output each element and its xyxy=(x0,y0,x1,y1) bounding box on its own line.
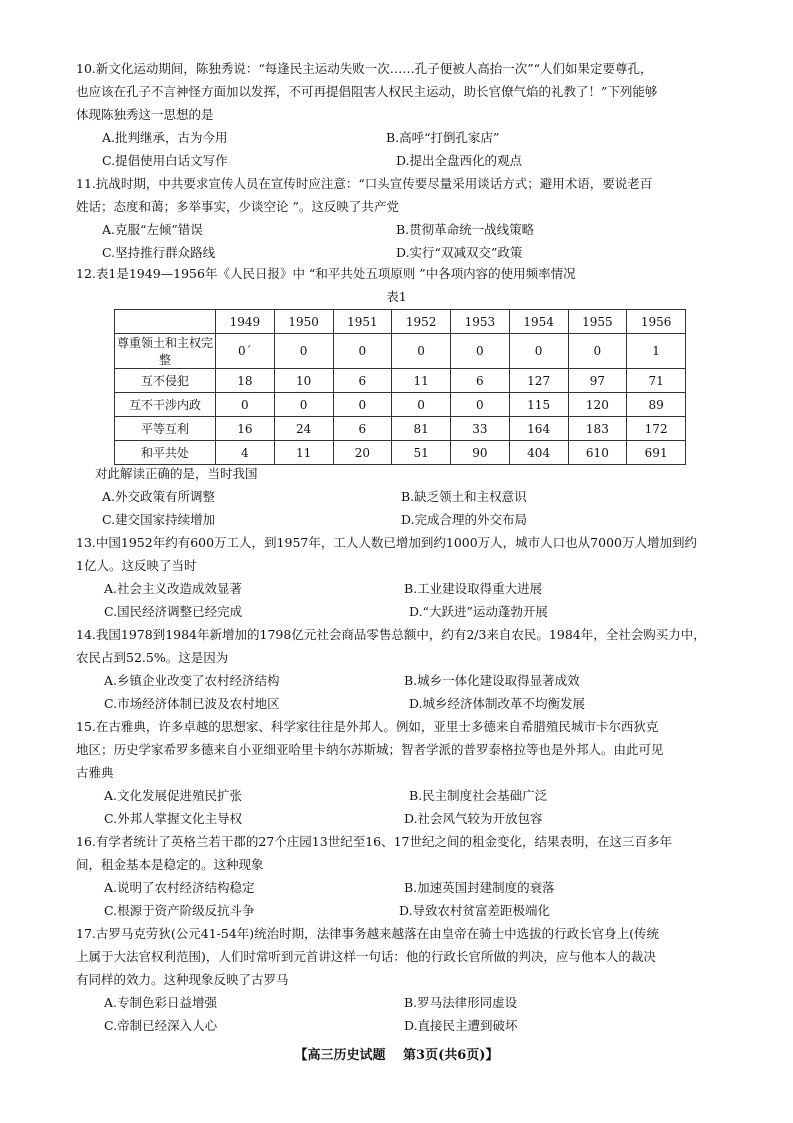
table-year-cell: 1950 xyxy=(274,310,333,334)
q15-line-3: 古雅典 xyxy=(76,765,114,780)
table-cell: 33 xyxy=(451,417,510,441)
table-cell: 0 xyxy=(333,393,392,417)
page-footer: 【高三历史试题 第3页(共6页)】 xyxy=(294,1048,499,1063)
q15-option-b[interactable]: B.民主制度社会基础广泛 xyxy=(409,788,548,803)
table-year-cell: 1954 xyxy=(509,310,568,334)
frequency-table xyxy=(114,309,686,465)
q13-line-2: 1亿人。这反映了当时 xyxy=(76,558,197,573)
table-cell: 97 xyxy=(568,369,627,393)
q12-option-a[interactable]: A.外交政策有所调整 xyxy=(102,489,216,504)
q10-option-b[interactable]: B.高呼“打倒孔家店” xyxy=(386,130,500,145)
q16-option-a[interactable]: A.说明了农村经济结构稳定 xyxy=(104,880,255,895)
q11-line-1: 11.抗战时期，中共要求宣传人员在宣传时应注意：“口头宣传要尽量采用谈话方式；避用术语，要说老百 xyxy=(76,176,653,191)
table-cell: 183 xyxy=(568,417,627,441)
table-cell: 20 xyxy=(333,441,392,465)
table-row-label: 尊重领土和主权完整 xyxy=(115,334,216,369)
q12-option-d[interactable]: D.完成合理的外交布局 xyxy=(401,512,528,527)
table-cell: 164 xyxy=(509,417,568,441)
q13-line-1: 13.中国1952年约有600万工人，到1957年，工人人数已增加到约1000万人，城市人口也从7000万人增加到约 xyxy=(76,535,697,550)
table-row-label: 互不干涉内政 xyxy=(115,393,216,417)
q16-option-c[interactable]: C.根源于资产阶级反抗斗争 xyxy=(104,903,255,918)
table-row-label: 平等互利 xyxy=(115,417,216,441)
table-row xyxy=(115,369,686,393)
table-cell: 18 xyxy=(216,369,275,393)
q11-option-a[interactable]: A.克服“左倾”错误 xyxy=(102,222,203,237)
q17-option-b[interactable]: B.罗马法律形同虚设 xyxy=(404,995,518,1010)
q16-option-d[interactable]: D.导致农村贫富差距极端化 xyxy=(399,903,551,918)
table-cell: 6 xyxy=(333,369,392,393)
table-cell: 4 xyxy=(216,441,275,465)
table-cell: 51 xyxy=(392,441,451,465)
q11-option-d[interactable]: D.实行“双减双交”政策 xyxy=(396,245,523,260)
table-cell: 71 xyxy=(627,369,686,393)
table-cell: 24 xyxy=(274,417,333,441)
q17-option-c[interactable]: C.帝制已经深入人心 xyxy=(104,1018,218,1033)
q16-line-2: 间，租金基本是稳定的。这种现象 xyxy=(76,857,264,872)
table-cell: 0 xyxy=(216,393,275,417)
q14-option-a[interactable]: A.乡镇企业改变了农村经济结构 xyxy=(104,673,280,688)
table-cell: 0 xyxy=(274,334,333,369)
q15-option-d[interactable]: D.社会风气较为开放包容 xyxy=(404,811,543,826)
q10-line-2: 也应该在孔子不言神怪方面加以发挥，不可再提倡阻害人权民主运动，助长官僚气焰的礼教了！”下列能够 xyxy=(76,84,658,99)
table-cell: 11 xyxy=(274,441,333,465)
table-cell: 1 xyxy=(627,334,686,369)
q17-line-3: 有同样的效力。这种现象反映了古罗马 xyxy=(76,972,289,987)
q15-option-a[interactable]: A.文化发展促进殖民扩张 xyxy=(104,788,243,803)
table-row xyxy=(115,417,686,441)
q17-option-d[interactable]: D.直接民主遭到破坏 xyxy=(404,1018,518,1033)
q14-option-b[interactable]: B.城乡一体化建设取得显著成效 xyxy=(404,673,580,688)
table-cell: 89 xyxy=(627,393,686,417)
table-cell: 6 xyxy=(333,417,392,441)
table-cell: 610 xyxy=(568,441,627,465)
q13-option-a[interactable]: A.社会主义改造成效显著 xyxy=(104,581,243,596)
q10-option-c[interactable]: C.提倡使用白话文写作 xyxy=(102,153,228,168)
table-cell: 0´ xyxy=(216,334,275,369)
table-cell: 127 xyxy=(509,369,568,393)
table-corner-cell xyxy=(115,310,216,334)
q12-option-b[interactable]: B.缺乏领土和主权意识 xyxy=(401,489,527,504)
table-cell: 0 xyxy=(509,334,568,369)
q10-line-3: 体现陈独秀这一思想的是 xyxy=(76,107,214,122)
table-cell: 691 xyxy=(627,441,686,465)
table-cell: 81 xyxy=(392,417,451,441)
table-year-cell: 1952 xyxy=(392,310,451,334)
q14-option-d[interactable]: D.城乡经济体制改革不均衡发展 xyxy=(409,696,586,711)
table-cell: 172 xyxy=(627,417,686,441)
q17-line-1: 17.古罗马克劳狄(公元41-54年)统治时期，法律事务越来越落在由皇帝在骑士中选拔的行政长官身上(传统 xyxy=(76,926,660,941)
table-cell: 11 xyxy=(392,369,451,393)
table-row xyxy=(115,334,686,369)
q15-line-2: 地区；历史学家希罗多德来自小亚细亚哈里卡纳尔苏斯城；智者学派的普罗泰格拉等也是外邦人。由此可见 xyxy=(76,742,664,757)
q16-line-1: 16.有学者统计了英格兰若干郡的27个庄园13世纪至16、17世纪之间的租金变化，结果表明，在这三百多年 xyxy=(76,834,673,849)
q12-option-c[interactable]: C.建交国家持续增加 xyxy=(102,512,216,527)
q11-option-c[interactable]: C.坚持推行群众路线 xyxy=(102,245,216,260)
q10-option-a[interactable]: A.批判继承，古为今用 xyxy=(102,130,228,145)
q14-line-2: 农民占到52.5%。这是因为 xyxy=(76,650,229,665)
table-row xyxy=(115,441,686,465)
table-cell: 90 xyxy=(451,441,510,465)
table-year-cell: 1949 xyxy=(216,310,275,334)
q14-option-c[interactable]: C.市场经济体制已波及农村地区 xyxy=(104,696,280,711)
q12-after-text: 对此解读正确的是，当时我国 xyxy=(95,466,258,481)
table-year-cell: 1951 xyxy=(333,310,392,334)
table-year-cell: 1953 xyxy=(451,310,510,334)
table-cell: 0 xyxy=(274,393,333,417)
table-cell: 6 xyxy=(451,369,510,393)
q14-line-1: 14.我国1978到1984年新增加的1798亿元社会商品零售总额中，约有2/3来自农民。1984年，全社会购买力中， xyxy=(76,627,706,642)
table-cell: 0 xyxy=(333,334,392,369)
table-cell: 0 xyxy=(568,334,627,369)
table-row-label: 和平共处 xyxy=(115,441,216,465)
q13-option-c[interactable]: C.国民经济调整已经完成 xyxy=(104,604,243,619)
table-cell: 0 xyxy=(392,334,451,369)
q13-option-b[interactable]: B.工业建设取得重大进展 xyxy=(404,581,543,596)
q11-option-b[interactable]: B.贯彻革命统一战线策略 xyxy=(396,222,535,237)
table-row xyxy=(115,393,686,417)
q10-option-d[interactable]: D.提出全盘西化的观点 xyxy=(396,153,523,168)
table-cell: 404 xyxy=(509,441,568,465)
q15-option-c[interactable]: C.外邦人掌握文化主导权 xyxy=(104,811,243,826)
table-caption: 表1 xyxy=(386,289,407,304)
q10-line-1: 10.新文化运动期间，陈独秀说：“每逢民主运动失败一次……孔子便被人高抬一次”“人们如果定要尊孔， xyxy=(76,61,653,76)
q12-line-1: 12.表1是1949—1956年《人民日报》中 “和平共处五项原则 ”中各项内容的使用频率情况 xyxy=(76,266,576,281)
table-row-label: 互不侵犯 xyxy=(115,369,216,393)
q13-option-d[interactable]: D.“大跃进”运动蓬勃开展 xyxy=(409,604,548,619)
table-cell: 16 xyxy=(216,417,275,441)
table-cell: 115 xyxy=(509,393,568,417)
q11-line-2: 姓话；态度和蔼；多举事实，少谈空论 ”。这反映了共产党 xyxy=(76,199,399,214)
table-year-cell: 1955 xyxy=(568,310,627,334)
q16-option-b[interactable]: B.加速英国封建制度的衰落 xyxy=(404,880,555,895)
q15-line-1: 15.在古雅典，许多卓越的思想家、科学家往往是外邦人。例如，亚里士多德来自希腊殖民城市卡尔西狄克 xyxy=(76,719,659,734)
table-cell: 0 xyxy=(451,393,510,417)
table-cell: 0 xyxy=(451,334,510,369)
table-cell: 10 xyxy=(274,369,333,393)
q17-line-2: 上属于大法官权利范围)，人们时常听到元首讲这样一句话：他的行政长官所做的判决，应与他本人的裁决 xyxy=(76,949,656,964)
table-cell: 120 xyxy=(568,393,627,417)
table-header-row xyxy=(115,310,686,334)
table-cell: 0 xyxy=(392,393,451,417)
table-year-cell: 1956 xyxy=(627,310,686,334)
q17-option-a[interactable]: A.专制色彩日益增强 xyxy=(104,995,218,1010)
